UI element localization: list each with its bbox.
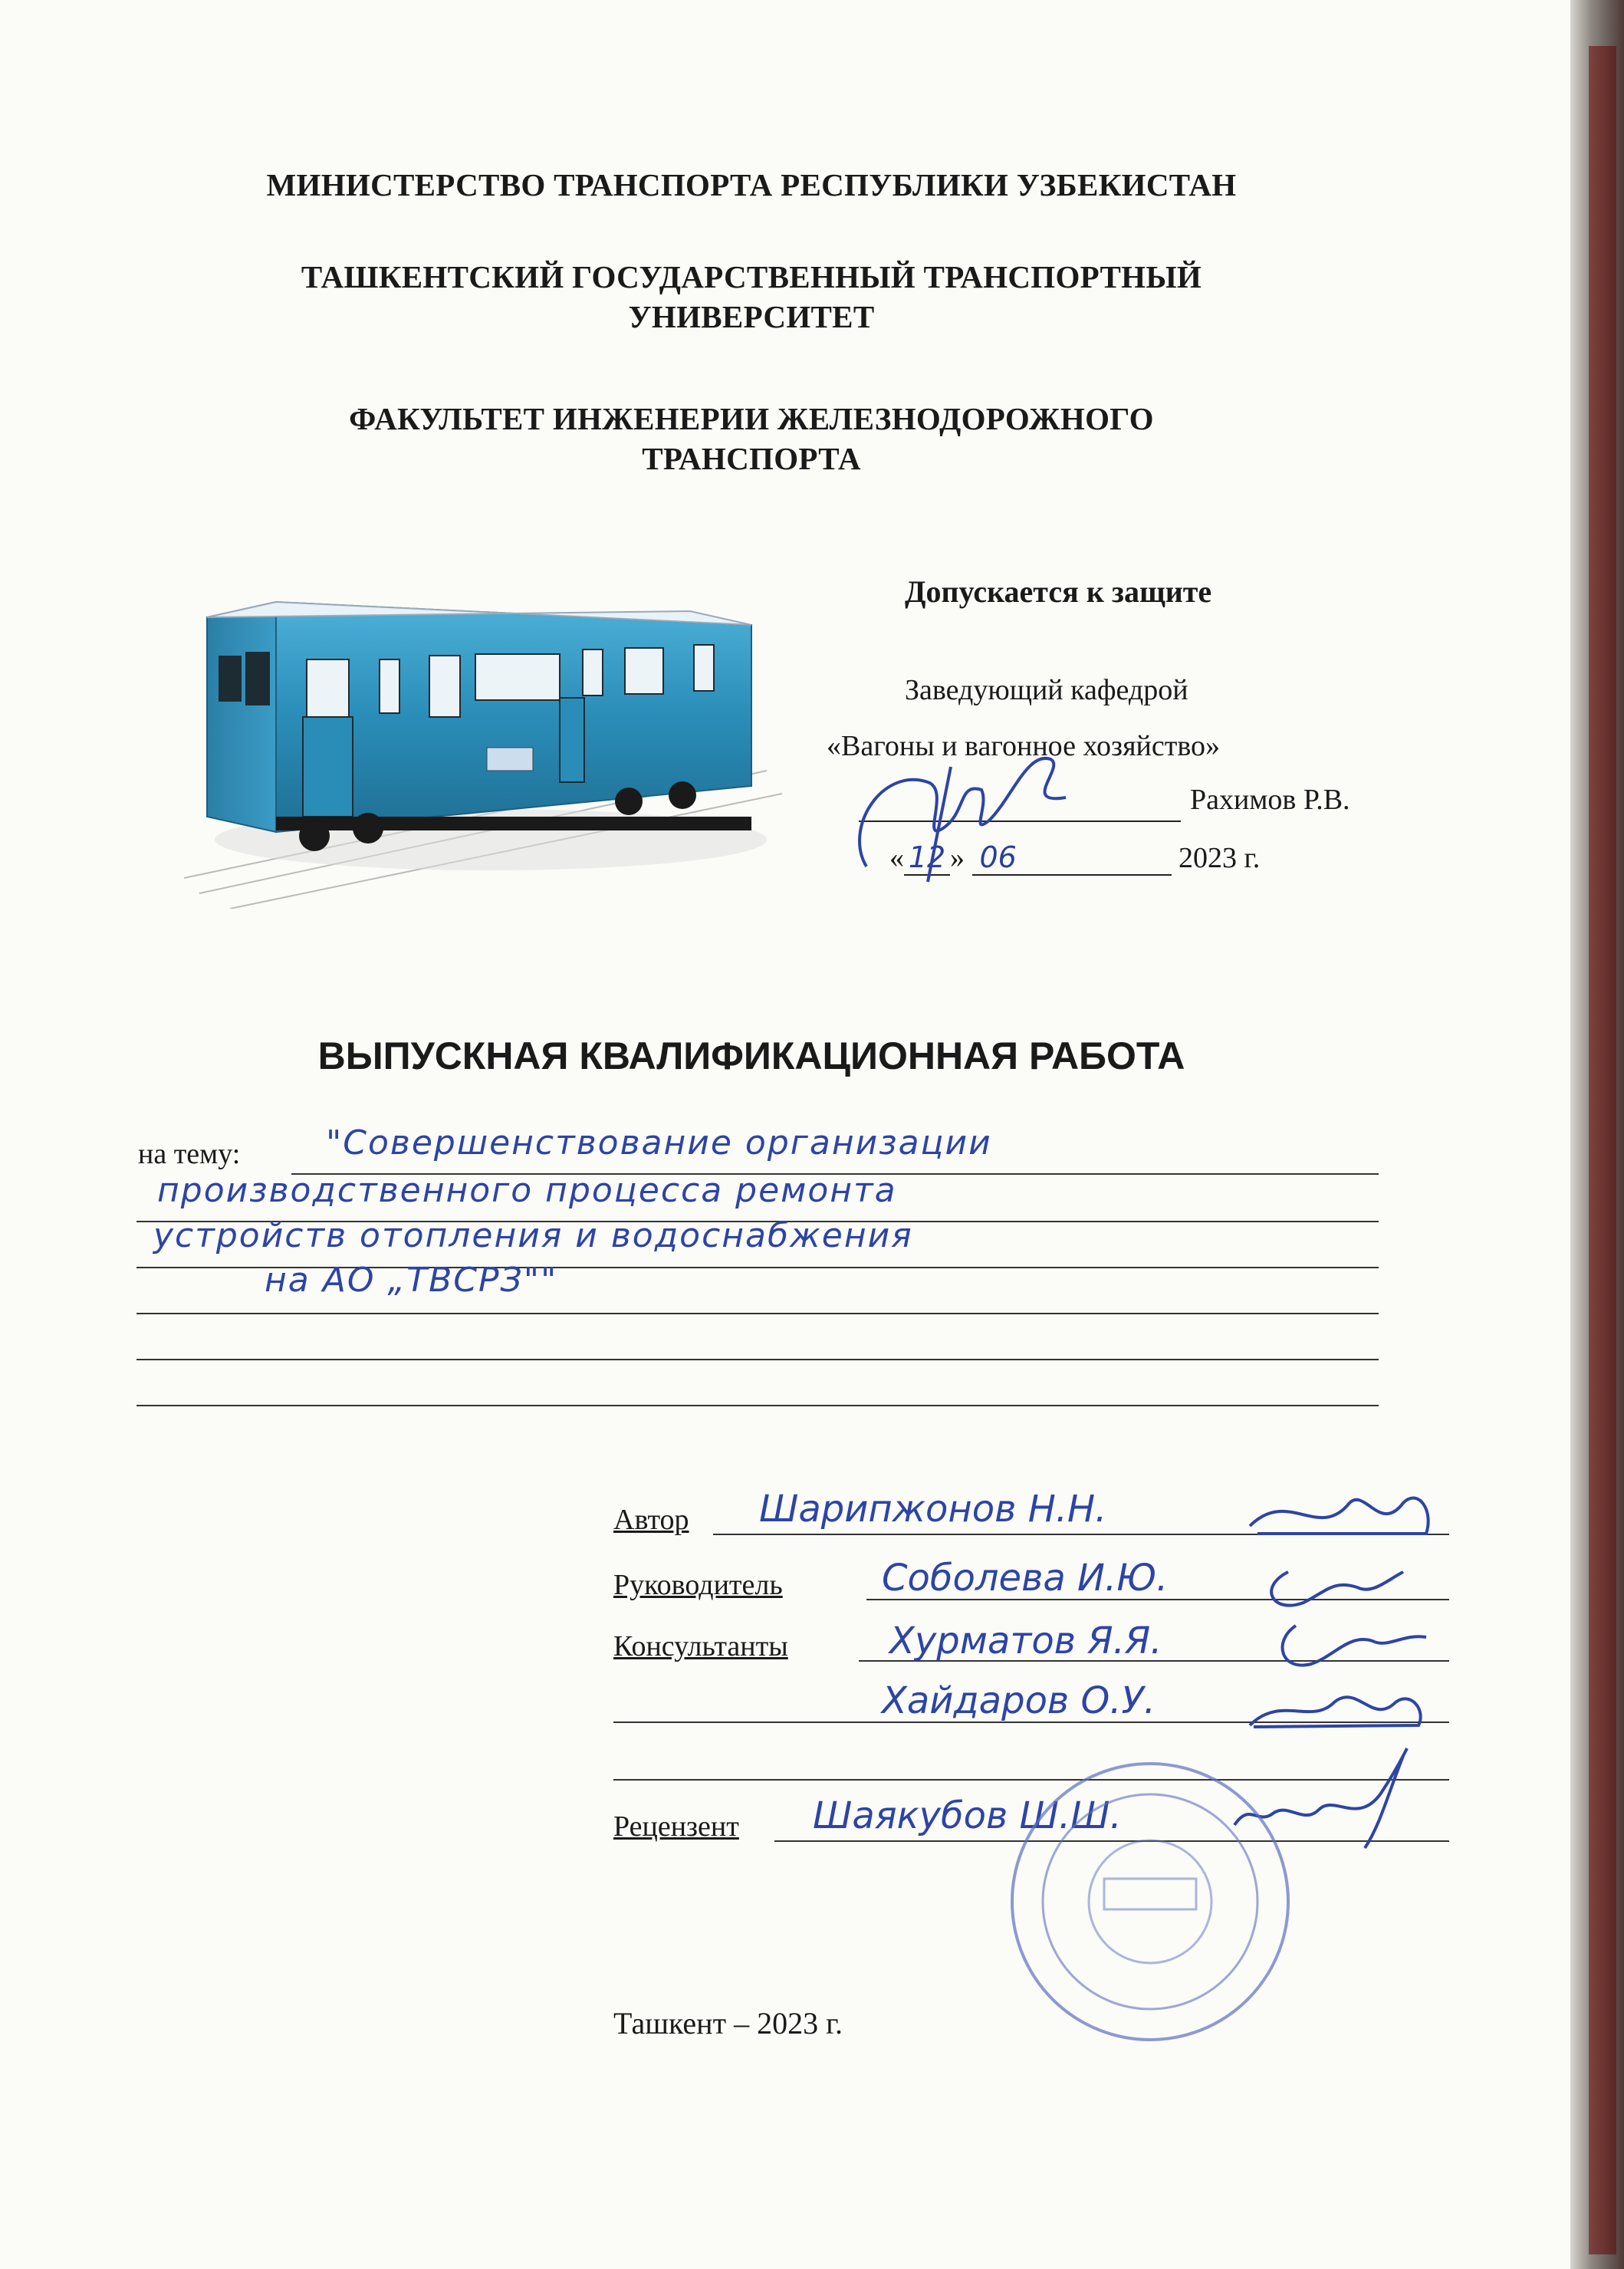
university-line-2: УНИВЕРСИТЕТ	[628, 299, 875, 334]
topic-label: на тему:	[138, 1138, 241, 1170]
official-stamp	[997, 1748, 1303, 2055]
ministry-text: МИНИСТЕРСТВО ТРАНСПОРТА РЕСПУБЛИКИ УЗБЕКИСТАН	[266, 167, 1237, 202]
reviewer-label: Рецензент	[613, 1810, 739, 1843]
metro-car-illustration	[184, 571, 782, 909]
faculty-line-1: ФАКУЛЬТЕТ ИНЖЕНЕРИИ ЖЕЛЕЗНОДОРОЖНОГО	[349, 401, 1154, 436]
department-head-name: Рахимов Р.В.	[1190, 784, 1350, 816]
topic-text-line-3: устройств отопления и водоснабжения	[153, 1216, 913, 1255]
department-head-position: Заведующий кафедрой	[905, 674, 1188, 706]
consultant-1-signature	[1265, 1618, 1434, 1679]
topic-text-line-1: "Совершенствование организации	[326, 1123, 992, 1162]
approval-title: Допускается к защите	[905, 574, 1212, 609]
head-signature	[836, 736, 1096, 890]
consultants-label: Консультанты	[613, 1630, 788, 1662]
ministry-heading	[0, 165, 1503, 205]
author-signature	[1242, 1480, 1442, 1549]
document-title: ВЫПУСКНАЯ КВАЛИФИКАЦИОННАЯ РАБОТА	[317, 1034, 1185, 1077]
university-line-1: ТАШКЕНТСКИЙ ГОСУДАРСТВЕННЫЙ ТРАНСПОРТНЫЙ	[301, 259, 1202, 294]
consultant-1-name: Хурматов Я.Я.	[889, 1620, 1162, 1662]
author-name: Шарипжонов Н.Н.	[759, 1488, 1107, 1531]
date-day: 12	[904, 840, 950, 876]
date-year: 2023 г.	[1179, 842, 1261, 874]
consultant-2-signature	[1242, 1679, 1434, 1741]
topic-text-line-2: производственного процесса ремонта	[157, 1171, 897, 1210]
date-month: 06	[972, 840, 1172, 876]
reviewer-name: Шаякубов Ш.Ш.	[813, 1794, 1122, 1837]
consultant-2-name: Хайдаров О.У.	[882, 1679, 1156, 1722]
city-year: Ташкент – 2023 г.	[613, 2006, 843, 2040]
department-name: «Вагоны и вагонное хозяйство»	[827, 730, 1221, 762]
date-quote-close: »	[950, 842, 965, 874]
binding-edge	[1589, 46, 1616, 2254]
supervisor-signature	[1257, 1557, 1411, 1618]
topic-line-6	[136, 1405, 1379, 1406]
faculty-heading	[0, 399, 1503, 478]
university-heading	[0, 257, 1503, 337]
supervisor-name: Соболева И.Ю.	[882, 1557, 1169, 1600]
topic-text-line-4: на АО „ТВСРЗ""	[265, 1261, 558, 1300]
author-label: Автор	[613, 1504, 689, 1536]
supervisor-label: Руководитель	[613, 1569, 783, 1601]
topic-line-4	[136, 1313, 1379, 1314]
faculty-line-2: ТРАНСПОРТА	[642, 441, 861, 476]
topic-line-5	[136, 1359, 1379, 1360]
date-quote-open: «	[889, 842, 904, 874]
